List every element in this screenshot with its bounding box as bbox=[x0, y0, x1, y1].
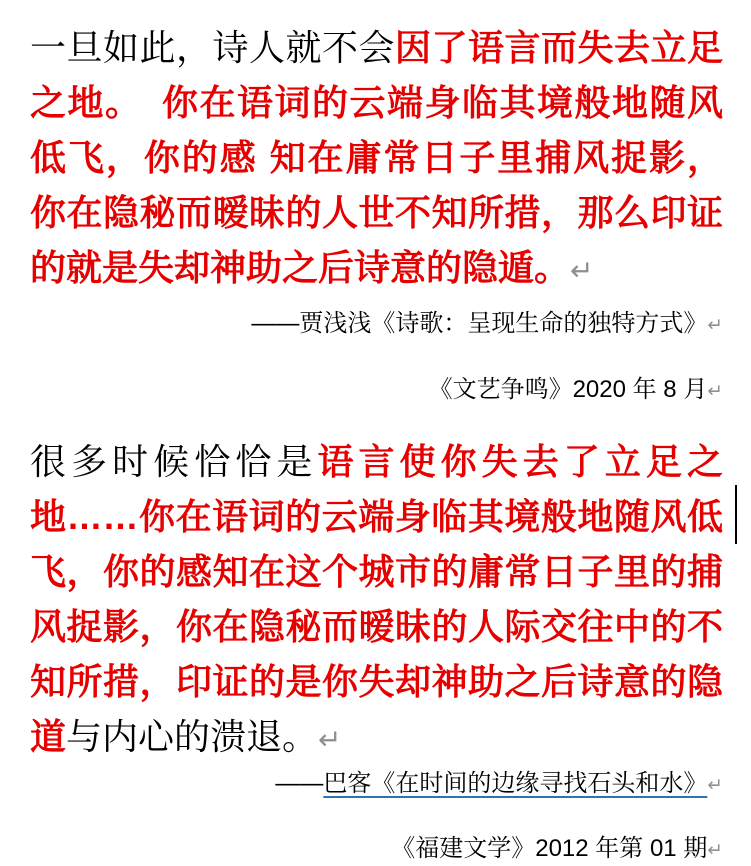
journal-1-text: 《文艺争鸣》2020 年 8 月 bbox=[428, 376, 708, 403]
paragraph-return-mark: ↵ bbox=[707, 774, 723, 795]
attribution-2 bbox=[30, 767, 723, 802]
quote-1-black-lead: 一旦如此，诗人就不会 bbox=[30, 27, 395, 68]
attribution-2-link[interactable]: 巴客《在时间的边缘寻找石头和水》 bbox=[323, 770, 708, 797]
text-cursor bbox=[735, 485, 737, 544]
attribution-1 bbox=[30, 307, 723, 342]
quote-2-red-text: 语言使你失去了立足之地……你在语词的云端身临其境般地随风低飞，你的感知在这个城市的庸常日子里的捕风捉影，你在隐秘而暧昧的人际交往中的不知所措，印证的是你失却神助之后诗意的隐道 bbox=[30, 441, 723, 757]
quote-1-paragraph bbox=[30, 20, 723, 298]
quote-2-paragraph bbox=[30, 434, 723, 767]
journal-2-text: 《福建文学》2012 年第 01 期 bbox=[391, 835, 708, 862]
paragraph-return-mark: ↵ bbox=[707, 839, 723, 860]
journal-1 bbox=[30, 373, 723, 408]
quote-2-black-lead: 很多时候恰恰是 bbox=[30, 441, 318, 482]
attribution-2-dash: —— bbox=[275, 770, 324, 797]
journal-2 bbox=[30, 832, 723, 866]
quote-1-red-text: 因了语言而失去立足之地。 你在语词的云端身临其境般地随风低飞，你的感 知在庸常日子里捕风捉影，你在隐秘而暧昧的人世不知所措，那么印证的就是失却神助之后诗意的隐遁。 bbox=[30, 27, 723, 288]
paragraph-return-mark: ↵ bbox=[707, 314, 723, 335]
paragraph-return-mark: ↵ bbox=[318, 724, 342, 755]
quote-2-black-tail: 与内心的溃退。 bbox=[66, 716, 319, 757]
attribution-1-text: ——贾浅浅《诗歌：呈现生命的独特方式》 bbox=[251, 310, 708, 337]
paragraph-return-mark: ↵ bbox=[707, 380, 723, 401]
paragraph-return-mark: ↵ bbox=[570, 255, 594, 286]
